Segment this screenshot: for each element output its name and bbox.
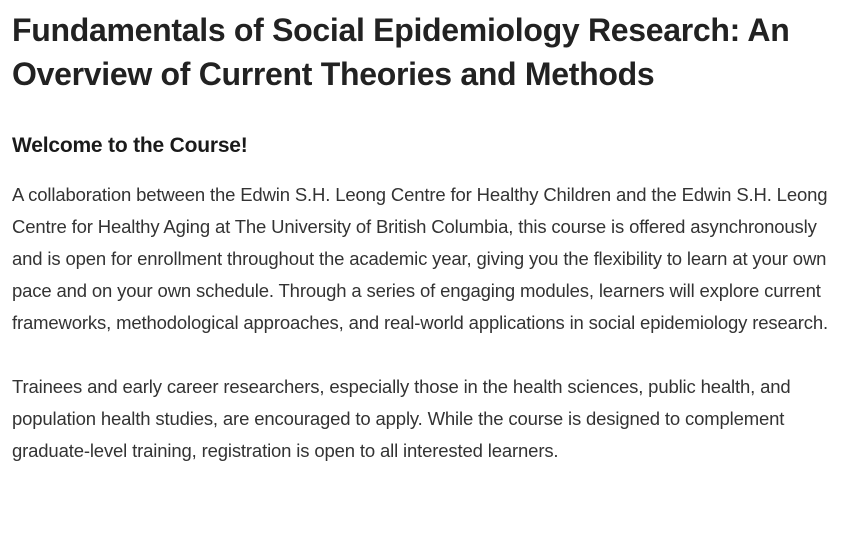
course-page xyxy=(12,8,842,467)
welcome-heading: Welcome to the Course! xyxy=(12,134,248,157)
page-title: Fundamentals of Social Epidemiology Research: An Overview of Current Theories and Methods xyxy=(12,12,790,92)
eligibility-paragraph: Trainees and early career researchers, especially those in the health sciences, public health, and population health studies, are encouraged to apply. While the course is designed to complement graduate-level training, registration is open to all interested learners. xyxy=(12,376,791,461)
welcome-section xyxy=(12,132,842,467)
course-description-paragraph: A collaboration between the Edwin S.H. Leong Centre for Healthy Children and the Edwin S.H. Leong Centre for Healthy Aging at The University of British Columbia, this course is offered asynchronously and is open for enrollment throughout the academic year, giving you the flexibility to learn at your own pace and on your own schedule. Through a series of engaging modules, learners will explore current frameworks, methodological approaches, and real-world applications in social epidemiology research. xyxy=(12,184,829,333)
